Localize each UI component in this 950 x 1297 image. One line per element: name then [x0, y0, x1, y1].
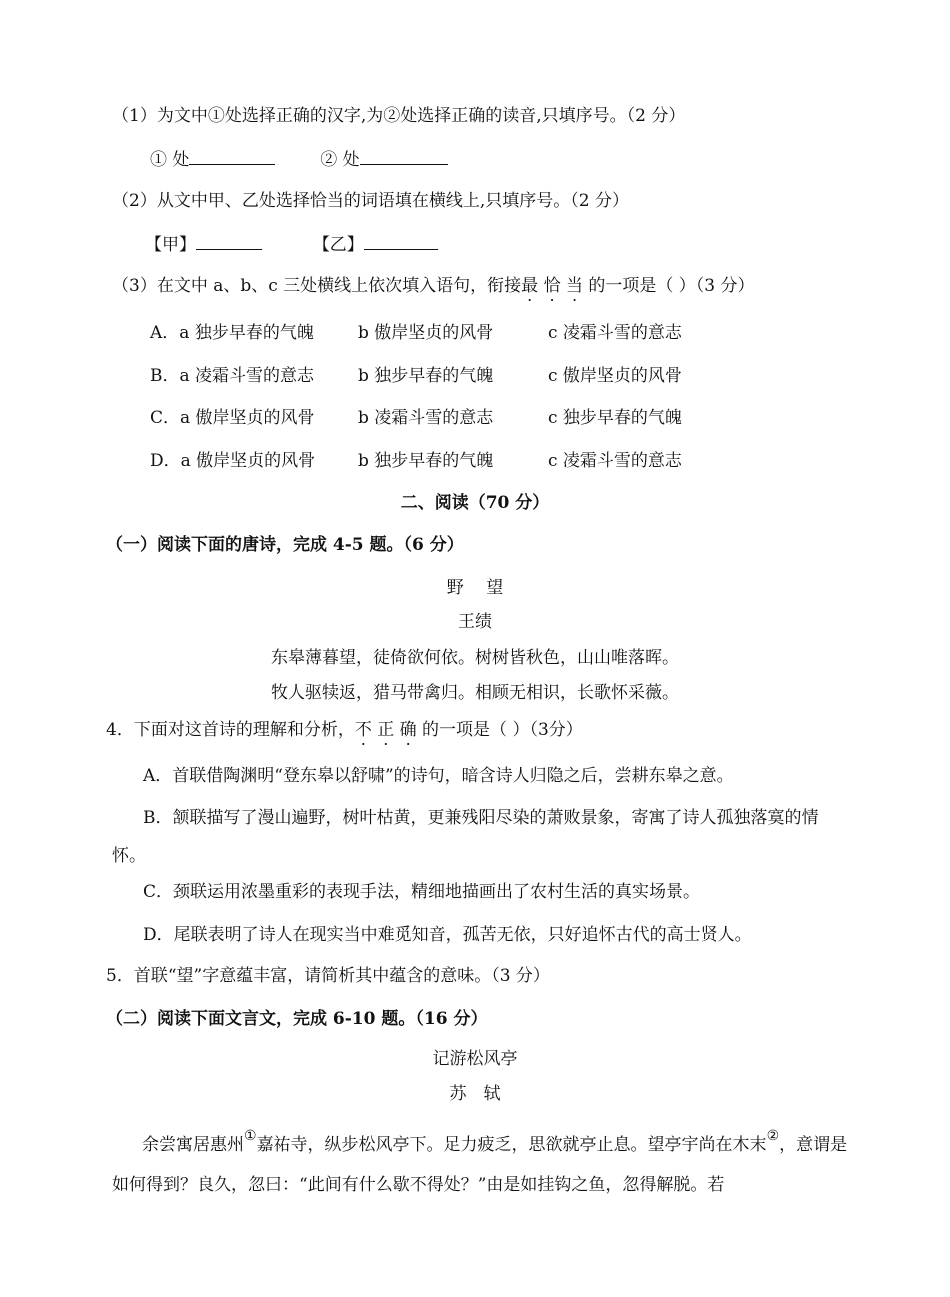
option-letter: B．: [150, 366, 180, 386]
question-1-3-text-after: 的一项是（ ）（3 分）: [588, 276, 755, 296]
emphasis-char: 当: [565, 276, 583, 296]
question-4-option-c: C．颈联运用浓墨重彩的表现手法，精细地描画出了农村生活的真实场景。: [143, 882, 701, 902]
option-letter: D．: [150, 451, 181, 471]
yi-label: 【乙】: [312, 235, 364, 255]
answer-blank-yi[interactable]: [364, 233, 438, 250]
emphasis-char: 确: [399, 720, 417, 740]
option-a-text: a 独步早春的气魄: [179, 323, 314, 343]
option-letter: A．: [150, 323, 180, 343]
option-letter: C．: [150, 408, 181, 428]
option-row-b: [150, 365, 682, 387]
question-4-option-a: A．首联借陶渊明“登东皋以舒啸”的诗句，暗含诗人归隐之后，尝耕东皋之意。: [143, 766, 734, 786]
question-1-3-text-before: （3）在文中 a、b、c 三处横线上依次填入语句，衔接: [112, 276, 522, 296]
section-heading: 二、阅读（70 分）: [400, 493, 550, 513]
option-a-text: a 凌霜斗雪的意志: [179, 366, 315, 386]
option-a-text: a 傲岸坚贞的风骨: [180, 408, 315, 428]
question-1-2: [112, 190, 629, 212]
prose-title: 记游松风亭: [432, 1049, 518, 1069]
question-4: [106, 719, 583, 741]
emphasis-char: 不: [354, 720, 372, 740]
footnote-marker-2: ②: [766, 1128, 780, 1144]
question-1-1-answers: [150, 148, 448, 171]
emphasis-char: 正: [377, 720, 395, 740]
option-b-text: b 傲岸坚贞的风骨: [358, 323, 494, 343]
answer-blank-1[interactable]: [189, 148, 275, 165]
blank-2-label: ② 处: [320, 150, 360, 170]
question-4-text-before: 4．下面对这首诗的理解和分析，: [106, 720, 355, 740]
option-b-text: b 凌霜斗雪的意志: [358, 408, 494, 428]
option-c-text: c 傲岸坚贞的风骨: [548, 366, 682, 386]
poem-line-1: 东皋薄暮望，徒倚欲何依。树树皆秋色，山山唯落晖。: [271, 648, 679, 668]
prose-text-2: 嘉祐寺，纵步松风亭下。足力疲乏，思欲就亭止息。望亭宇尚在木末: [256, 1135, 767, 1155]
question-1-1-text: （1）为文中①处选择正确的汉字,为②处选择正确的读音,只填序号。（2 分）: [112, 106, 686, 126]
emphasis-char: 恰: [543, 276, 561, 296]
answer-blank-2[interactable]: [360, 148, 448, 165]
option-row-c: [150, 407, 682, 429]
prose-text-1: 余尝寓居惠州: [142, 1135, 244, 1155]
question-1-2-text: （2）从文中甲、乙处选择恰当的词语填在横线上,只填序号。（2 分）: [112, 191, 629, 211]
option-row-d: [150, 450, 682, 472]
question-1-3: [112, 275, 755, 297]
option-c-text: c 独步早春的气魄: [548, 408, 682, 428]
question-4-option-d: D．尾联表明了诗人在现实当中难觅知音，孤苦无依，只好追怀古代的高士贤人。: [143, 925, 752, 945]
option-a-text: a 傲岸坚贞的风骨: [180, 451, 316, 471]
question-4-text-after: 的一项是（ ）（3分）: [422, 720, 583, 740]
question-1-1: [112, 105, 685, 127]
part-1-heading: （一）阅读下面的唐诗，完成 4-5 题。（6 分）: [106, 535, 464, 555]
emphasis-char: 最: [521, 276, 539, 296]
blank-1-label: ① 处: [150, 150, 190, 170]
option-row-a: [150, 322, 682, 344]
option-c-text: c 凌霜斗雪的意志: [548, 451, 682, 471]
part-2-heading: （二）阅读下面文言文，完成 6-10 题。（16 分）: [106, 1009, 488, 1029]
question-4-option-b: B．颔联描写了漫山遍野，树叶枯黄，更兼残阳尽染的萧败景象，寄寓了诗人孤独落寞的情怀。: [112, 808, 819, 866]
option-b-text: b 独步早春的气魄: [358, 366, 494, 386]
option-b-text: b 独步早春的气魄: [358, 451, 494, 471]
prose-text-3: ，意谓是如何得到？良久，忽曰：“此间有什么歇不得处？”由是如挂钩之鱼，忽得解脱。若: [112, 1135, 848, 1195]
poem-author: 王绩: [458, 612, 492, 632]
footnote-marker-1: ①: [244, 1128, 257, 1144]
jia-label: 【甲】: [145, 235, 196, 255]
poem-title: 野 望: [446, 578, 504, 598]
answer-blank-jia[interactable]: [196, 233, 262, 250]
poem-line-2: 牧人驱犊返，猎马带禽归。相顾无相识，长歌怀采薇。: [271, 683, 679, 703]
option-c-text: c 凌霜斗雪的意志: [548, 323, 682, 343]
question-1-2-answers: [145, 233, 438, 256]
prose-author: 苏 轼: [449, 1084, 501, 1104]
prose-paragraph: [112, 1116, 852, 1205]
question-5: 5．首联“望”字意蕴丰富，请简析其中蕴含的意味。（3 分）: [106, 966, 550, 986]
